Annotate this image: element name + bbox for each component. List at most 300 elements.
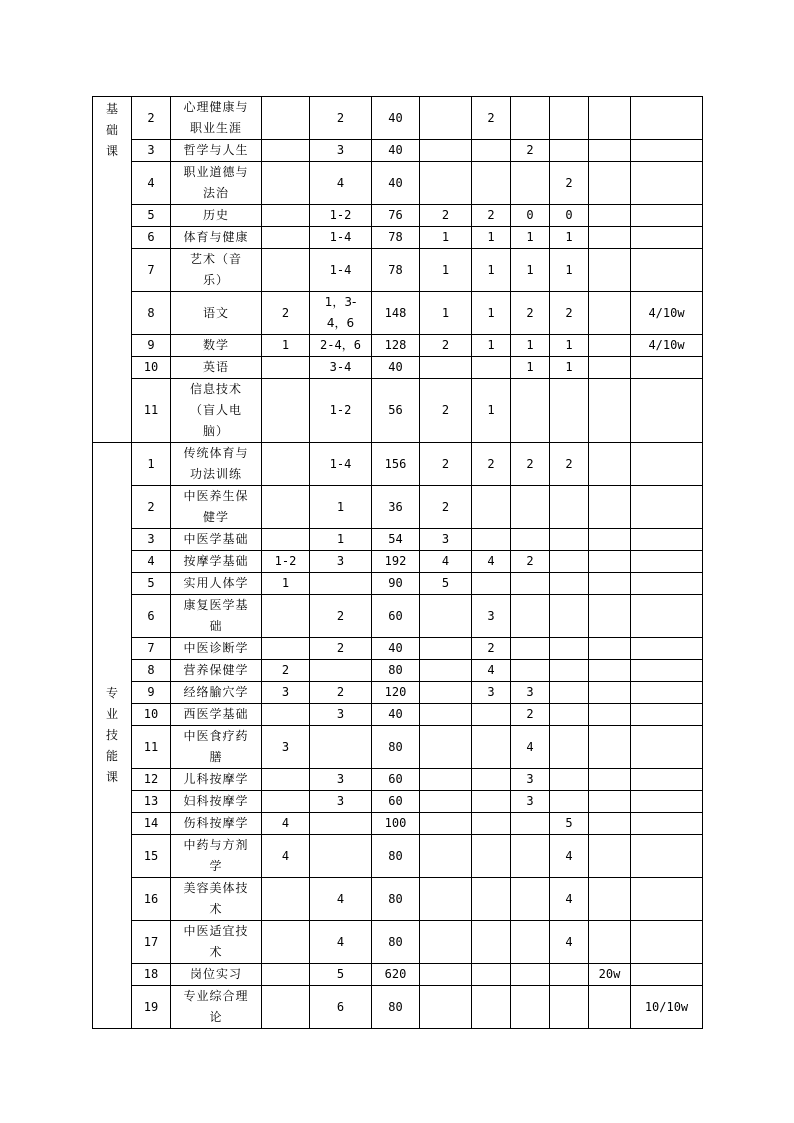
course-name-cell: 实用人体学 bbox=[171, 573, 262, 595]
course-name-cell: 中医学基础 bbox=[171, 529, 262, 551]
table-cell bbox=[262, 769, 310, 791]
table-cell: 90 bbox=[372, 573, 420, 595]
table-cell bbox=[589, 638, 631, 660]
table-cell bbox=[589, 379, 631, 443]
table-cell: 1 bbox=[420, 249, 472, 292]
table-cell bbox=[550, 529, 589, 551]
table-cell bbox=[472, 986, 511, 1029]
table-cell: 1 bbox=[472, 227, 511, 249]
table-cell bbox=[472, 529, 511, 551]
table-cell bbox=[589, 835, 631, 878]
table-row bbox=[93, 379, 703, 443]
table-cell bbox=[550, 140, 589, 162]
table-cell bbox=[472, 813, 511, 835]
table-cell bbox=[631, 726, 703, 769]
table-cell bbox=[550, 551, 589, 573]
table-cell bbox=[420, 660, 472, 682]
table-cell: 6 bbox=[310, 986, 372, 1029]
table-cell: 5 bbox=[550, 813, 589, 835]
course-name-cell: 中医诊断学 bbox=[171, 638, 262, 660]
course-name-cell: 传统体育与 功法训练 bbox=[171, 443, 262, 486]
table-cell bbox=[631, 551, 703, 573]
table-cell: 2 bbox=[472, 97, 511, 140]
table-cell bbox=[420, 140, 472, 162]
table-cell: 2-4，6 bbox=[310, 335, 372, 357]
row-number-cell: 9 bbox=[132, 335, 171, 357]
table-cell: 2 bbox=[511, 551, 550, 573]
table-cell bbox=[589, 227, 631, 249]
table-cell bbox=[511, 379, 550, 443]
table-cell: 1 bbox=[511, 227, 550, 249]
table-cell bbox=[550, 97, 589, 140]
table-cell bbox=[472, 726, 511, 769]
course-name-cell: 语文 bbox=[171, 292, 262, 335]
table-cell bbox=[472, 791, 511, 813]
table-cell: 10/10w bbox=[631, 986, 703, 1029]
table-cell bbox=[589, 292, 631, 335]
course-name-cell: 职业道德与 法治 bbox=[171, 162, 262, 205]
table-row bbox=[93, 249, 703, 292]
row-number-cell: 7 bbox=[132, 638, 171, 660]
course-name-cell: 信息技术 （盲人电 脑） bbox=[171, 379, 262, 443]
table-cell bbox=[310, 660, 372, 682]
table-cell bbox=[550, 769, 589, 791]
row-number-cell: 4 bbox=[132, 551, 171, 573]
table-cell bbox=[589, 573, 631, 595]
table-cell: 4/10w bbox=[631, 292, 703, 335]
table-cell bbox=[472, 964, 511, 986]
table-cell: 1-4 bbox=[310, 249, 372, 292]
table-row bbox=[93, 964, 703, 986]
table-cell bbox=[589, 595, 631, 638]
table-cell bbox=[262, 357, 310, 379]
table-row bbox=[93, 227, 703, 249]
table-cell: 2 bbox=[420, 335, 472, 357]
table-cell bbox=[511, 921, 550, 964]
table-cell: 1-2 bbox=[262, 551, 310, 573]
table-cell: 2 bbox=[550, 292, 589, 335]
table-cell bbox=[511, 964, 550, 986]
table-cell bbox=[420, 726, 472, 769]
course-name-cell: 中医养生保 健学 bbox=[171, 486, 262, 529]
table-cell: 3-4 bbox=[310, 357, 372, 379]
table-cell: 5 bbox=[420, 573, 472, 595]
table-cell bbox=[511, 986, 550, 1029]
table-cell bbox=[631, 357, 703, 379]
table-cell bbox=[631, 791, 703, 813]
table-cell bbox=[550, 486, 589, 529]
course-name-cell: 中医适宜技 术 bbox=[171, 921, 262, 964]
table-cell: 2 bbox=[550, 162, 589, 205]
table-cell: 2 bbox=[420, 379, 472, 443]
table-cell bbox=[631, 140, 703, 162]
row-number-cell: 10 bbox=[132, 704, 171, 726]
table-cell: 156 bbox=[372, 443, 420, 486]
table-cell bbox=[262, 443, 310, 486]
table-cell bbox=[631, 595, 703, 638]
table-cell bbox=[589, 682, 631, 704]
table-row bbox=[93, 529, 703, 551]
course-name-cell: 历史 bbox=[171, 205, 262, 227]
table-row bbox=[93, 726, 703, 769]
table-cell bbox=[262, 704, 310, 726]
course-name-cell: 数学 bbox=[171, 335, 262, 357]
table-cell: 192 bbox=[372, 551, 420, 573]
table-cell bbox=[631, 638, 703, 660]
category-cell: 基 础 课 bbox=[93, 97, 132, 443]
table-cell: 2 bbox=[310, 97, 372, 140]
table-cell: 40 bbox=[372, 704, 420, 726]
table-cell bbox=[420, 682, 472, 704]
table-cell: 40 bbox=[372, 97, 420, 140]
table-row bbox=[93, 986, 703, 1029]
table-cell: 1 bbox=[310, 529, 372, 551]
table-cell: 1 bbox=[262, 335, 310, 357]
table-cell bbox=[631, 249, 703, 292]
table-cell bbox=[472, 140, 511, 162]
table-cell bbox=[589, 704, 631, 726]
table-cell: 80 bbox=[372, 878, 420, 921]
table-cell: 1 bbox=[472, 379, 511, 443]
table-cell: 2 bbox=[262, 660, 310, 682]
table-cell: 4 bbox=[310, 921, 372, 964]
table-cell bbox=[472, 921, 511, 964]
table-cell: 4 bbox=[511, 726, 550, 769]
table-row bbox=[93, 638, 703, 660]
table-cell: 3 bbox=[511, 682, 550, 704]
table-cell bbox=[550, 791, 589, 813]
table-cell bbox=[631, 682, 703, 704]
table-cell: 0 bbox=[511, 205, 550, 227]
table-cell bbox=[589, 791, 631, 813]
table-row bbox=[93, 704, 703, 726]
table-cell bbox=[420, 162, 472, 205]
table-cell bbox=[472, 357, 511, 379]
table-cell bbox=[262, 379, 310, 443]
table-row bbox=[93, 205, 703, 227]
table-cell: 148 bbox=[372, 292, 420, 335]
table-cell: 2 bbox=[472, 638, 511, 660]
row-number-cell: 16 bbox=[132, 878, 171, 921]
table-cell: 3 bbox=[472, 682, 511, 704]
row-number-cell: 1 bbox=[132, 443, 171, 486]
table-cell bbox=[262, 791, 310, 813]
table-cell: 40 bbox=[372, 638, 420, 660]
row-number-cell: 3 bbox=[132, 529, 171, 551]
table-cell bbox=[589, 769, 631, 791]
table-cell: 3 bbox=[262, 682, 310, 704]
course-name-cell: 中药与方剂 学 bbox=[171, 835, 262, 878]
row-number-cell: 10 bbox=[132, 357, 171, 379]
table-cell bbox=[589, 335, 631, 357]
row-number-cell: 15 bbox=[132, 835, 171, 878]
table-cell bbox=[472, 704, 511, 726]
table-cell bbox=[511, 813, 550, 835]
table-cell bbox=[420, 964, 472, 986]
table-cell bbox=[511, 835, 550, 878]
table-row bbox=[93, 551, 703, 573]
table-cell: 2 bbox=[511, 704, 550, 726]
table-cell bbox=[511, 529, 550, 551]
table-row bbox=[93, 660, 703, 682]
table-row bbox=[93, 769, 703, 791]
table-cell: 4 bbox=[262, 835, 310, 878]
table-cell: 4 bbox=[550, 921, 589, 964]
table-cell bbox=[589, 660, 631, 682]
category-cell: 专 业 技 能 课 bbox=[93, 443, 132, 1029]
table-cell: 2 bbox=[550, 443, 589, 486]
table-cell: 4/10w bbox=[631, 335, 703, 357]
table-cell: 5 bbox=[310, 964, 372, 986]
table-cell bbox=[550, 964, 589, 986]
table-cell bbox=[420, 638, 472, 660]
table-cell: 620 bbox=[372, 964, 420, 986]
table-cell: 4 bbox=[310, 162, 372, 205]
table-cell: 80 bbox=[372, 835, 420, 878]
table-row bbox=[93, 835, 703, 878]
course-name-cell: 哲学与人生 bbox=[171, 140, 262, 162]
table-cell bbox=[589, 921, 631, 964]
table-cell: 3 bbox=[511, 769, 550, 791]
table-cell: 78 bbox=[372, 227, 420, 249]
row-number-cell: 14 bbox=[132, 813, 171, 835]
course-name-cell: 西医学基础 bbox=[171, 704, 262, 726]
table-cell: 1-4 bbox=[310, 443, 372, 486]
table-cell bbox=[420, 97, 472, 140]
table-cell: 1 bbox=[420, 292, 472, 335]
row-number-cell: 5 bbox=[132, 573, 171, 595]
table-cell bbox=[511, 660, 550, 682]
table-cell bbox=[511, 573, 550, 595]
table-cell bbox=[262, 986, 310, 1029]
table-cell: 80 bbox=[372, 660, 420, 682]
table-cell: 120 bbox=[372, 682, 420, 704]
table-cell bbox=[511, 162, 550, 205]
table-cell bbox=[631, 835, 703, 878]
table-cell bbox=[550, 638, 589, 660]
course-name-cell: 经络腧穴学 bbox=[171, 682, 262, 704]
table-cell bbox=[550, 573, 589, 595]
table-cell bbox=[589, 205, 631, 227]
row-number-cell: 13 bbox=[132, 791, 171, 813]
table-cell bbox=[589, 529, 631, 551]
table-cell bbox=[262, 205, 310, 227]
table-cell: 4 bbox=[262, 813, 310, 835]
table-cell: 1 bbox=[420, 227, 472, 249]
table-cell: 1 bbox=[550, 249, 589, 292]
course-table bbox=[92, 96, 703, 1029]
course-name-cell: 专业综合理 论 bbox=[171, 986, 262, 1029]
table-cell bbox=[310, 813, 372, 835]
table-cell bbox=[631, 813, 703, 835]
table-cell bbox=[511, 486, 550, 529]
table-cell: 3 bbox=[420, 529, 472, 551]
table-cell: 2 bbox=[472, 205, 511, 227]
table-cell: 36 bbox=[372, 486, 420, 529]
table-cell: 2 bbox=[310, 682, 372, 704]
table-cell bbox=[631, 878, 703, 921]
table-cell bbox=[420, 921, 472, 964]
table-cell bbox=[420, 835, 472, 878]
row-number-cell: 17 bbox=[132, 921, 171, 964]
table-cell bbox=[262, 878, 310, 921]
table-row bbox=[93, 921, 703, 964]
table-row bbox=[93, 357, 703, 379]
course-name-cell: 儿科按摩学 bbox=[171, 769, 262, 791]
table-cell bbox=[511, 97, 550, 140]
table-cell bbox=[262, 595, 310, 638]
course-name-cell: 英语 bbox=[171, 357, 262, 379]
table-cell bbox=[420, 769, 472, 791]
table-cell bbox=[589, 140, 631, 162]
table-cell: 1 bbox=[511, 357, 550, 379]
table-cell bbox=[420, 704, 472, 726]
table-row bbox=[93, 335, 703, 357]
table-cell bbox=[550, 379, 589, 443]
row-number-cell: 6 bbox=[132, 227, 171, 249]
row-number-cell: 9 bbox=[132, 682, 171, 704]
table-cell bbox=[589, 486, 631, 529]
course-name-cell: 美容美体技 术 bbox=[171, 878, 262, 921]
row-number-cell: 5 bbox=[132, 205, 171, 227]
table-cell: 3 bbox=[310, 551, 372, 573]
table-cell bbox=[550, 660, 589, 682]
table-cell: 4 bbox=[310, 878, 372, 921]
table-cell bbox=[262, 140, 310, 162]
table-cell bbox=[310, 573, 372, 595]
table-cell: 4 bbox=[472, 551, 511, 573]
course-name-cell: 康复医学基 础 bbox=[171, 595, 262, 638]
table-cell bbox=[472, 769, 511, 791]
course-name-cell: 营养保健学 bbox=[171, 660, 262, 682]
table-cell bbox=[589, 162, 631, 205]
table-row bbox=[93, 682, 703, 704]
table-cell bbox=[631, 97, 703, 140]
table-cell: 1 bbox=[511, 335, 550, 357]
table-cell: 40 bbox=[372, 140, 420, 162]
table-row bbox=[93, 595, 703, 638]
table-cell: 3 bbox=[511, 791, 550, 813]
table-row bbox=[93, 791, 703, 813]
row-number-cell: 8 bbox=[132, 660, 171, 682]
table-cell: 2 bbox=[472, 443, 511, 486]
table-cell: 2 bbox=[420, 443, 472, 486]
table-cell: 100 bbox=[372, 813, 420, 835]
table-cell bbox=[589, 357, 631, 379]
table-cell: 2 bbox=[310, 638, 372, 660]
table-row bbox=[93, 486, 703, 529]
table-cell: 20w bbox=[589, 964, 631, 986]
row-number-cell: 18 bbox=[132, 964, 171, 986]
table-cell bbox=[631, 486, 703, 529]
table-cell bbox=[631, 205, 703, 227]
table-cell bbox=[511, 878, 550, 921]
table-cell: 2 bbox=[420, 486, 472, 529]
table-cell: 3 bbox=[310, 704, 372, 726]
table-cell bbox=[631, 704, 703, 726]
row-number-cell: 7 bbox=[132, 249, 171, 292]
table-cell: 1-2 bbox=[310, 205, 372, 227]
table-cell bbox=[589, 249, 631, 292]
table-cell: 2 bbox=[511, 443, 550, 486]
table-cell bbox=[472, 486, 511, 529]
table-cell: 2 bbox=[420, 205, 472, 227]
table-cell: 128 bbox=[372, 335, 420, 357]
row-number-cell: 2 bbox=[132, 97, 171, 140]
table-cell: 1 bbox=[550, 335, 589, 357]
table-cell: 1-4 bbox=[310, 227, 372, 249]
table-cell bbox=[550, 986, 589, 1029]
row-number-cell: 2 bbox=[132, 486, 171, 529]
table-cell bbox=[420, 595, 472, 638]
table-cell: 1-2 bbox=[310, 379, 372, 443]
course-name-cell: 中医食疗药 膳 bbox=[171, 726, 262, 769]
table-cell bbox=[262, 486, 310, 529]
table-cell: 76 bbox=[372, 205, 420, 227]
table-cell: 60 bbox=[372, 769, 420, 791]
course-name-cell: 妇科按摩学 bbox=[171, 791, 262, 813]
table-row bbox=[93, 292, 703, 335]
table-cell: 3 bbox=[262, 726, 310, 769]
table-cell: 3 bbox=[472, 595, 511, 638]
table-cell: 1 bbox=[511, 249, 550, 292]
table-row bbox=[93, 878, 703, 921]
table-cell: 1 bbox=[472, 292, 511, 335]
course-name-cell: 心理健康与 职业生涯 bbox=[171, 97, 262, 140]
table-cell bbox=[589, 551, 631, 573]
table-cell bbox=[631, 379, 703, 443]
table-cell bbox=[631, 162, 703, 205]
table-cell bbox=[262, 638, 310, 660]
table-cell bbox=[631, 443, 703, 486]
table-cell bbox=[472, 878, 511, 921]
table-cell bbox=[631, 964, 703, 986]
table-cell bbox=[631, 769, 703, 791]
table-cell bbox=[511, 595, 550, 638]
row-number-cell: 4 bbox=[132, 162, 171, 205]
table-cell bbox=[420, 986, 472, 1029]
row-number-cell: 8 bbox=[132, 292, 171, 335]
semester-cell: 1，3- 4，6 bbox=[310, 292, 372, 335]
table-cell bbox=[420, 813, 472, 835]
table-row bbox=[93, 443, 703, 486]
table-cell: 2 bbox=[511, 140, 550, 162]
table-cell: 2 bbox=[511, 292, 550, 335]
course-name-cell: 按摩学基础 bbox=[171, 551, 262, 573]
table-cell bbox=[262, 921, 310, 964]
table-cell: 80 bbox=[372, 921, 420, 964]
table-cell: 1 bbox=[262, 573, 310, 595]
table-cell bbox=[472, 573, 511, 595]
table-cell: 4 bbox=[550, 878, 589, 921]
table-cell: 1 bbox=[472, 335, 511, 357]
table-cell bbox=[589, 813, 631, 835]
row-number-cell: 12 bbox=[132, 769, 171, 791]
table-cell bbox=[631, 573, 703, 595]
table-cell bbox=[589, 986, 631, 1029]
row-number-cell: 11 bbox=[132, 726, 171, 769]
table-cell bbox=[631, 529, 703, 551]
table-cell bbox=[262, 529, 310, 551]
table-cell: 3 bbox=[310, 769, 372, 791]
course-name-cell: 体育与健康 bbox=[171, 227, 262, 249]
table-cell: 40 bbox=[372, 162, 420, 205]
table-row bbox=[93, 162, 703, 205]
table-cell bbox=[550, 682, 589, 704]
row-number-cell: 11 bbox=[132, 379, 171, 443]
table-cell: 1 bbox=[550, 227, 589, 249]
table-cell: 54 bbox=[372, 529, 420, 551]
